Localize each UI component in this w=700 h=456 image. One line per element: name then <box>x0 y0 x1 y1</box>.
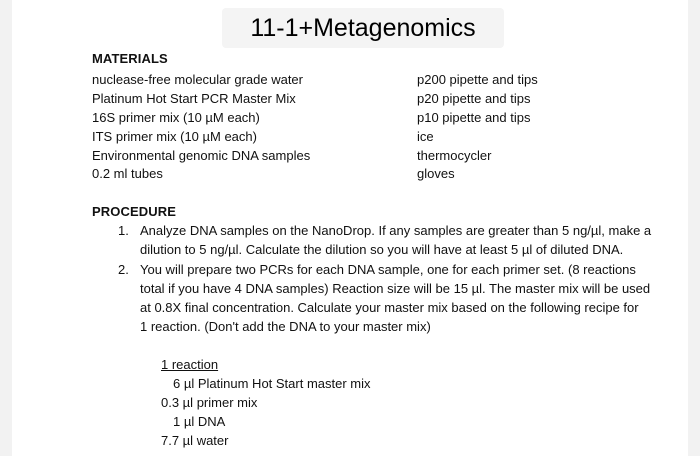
step-text-line: at 0.8X final concentration. Calculate your master mix based on the following recipe for <box>140 299 639 315</box>
step-text-line: You will prepare two PCRs for each DNA sample, one for each primer set. (8 reactions <box>140 262 636 278</box>
step-number: 1. <box>118 223 129 238</box>
step-text-line: 1 reaction. (Don't add the DNA to your master mix) <box>140 318 431 334</box>
material-item: Environmental genomic DNA samples <box>92 147 311 163</box>
material-item: ITS primer mix (10 µM each) <box>92 128 257 144</box>
material-item: 0.2 ml tubes <box>92 166 163 182</box>
material-item: 16S primer mix (10 µM each) <box>92 109 260 125</box>
recipe-amount: 6 µl <box>173 376 195 391</box>
materials-list-left <box>92 71 310 184</box>
recipe-row <box>161 393 257 412</box>
recipe-amount: 0.3 µl <box>161 395 194 410</box>
page-title: 11-1+Metagenomics <box>222 8 504 48</box>
material-item: Platinum Hot Start PCR Master Mix <box>92 90 296 106</box>
recipe-ingredient: water <box>196 433 229 448</box>
recipe-title: 1 reaction <box>161 357 219 372</box>
recipe-amount: 1 µl <box>173 414 195 429</box>
step-text-line: Analyze DNA samples on the NanoDrop. If any samples are greater than 5 ng/µl, make a <box>140 223 652 238</box>
document-page <box>12 0 688 456</box>
recipe-ingredient: primer mix <box>196 395 258 410</box>
material-item: gloves <box>417 166 455 182</box>
material-item: p200 pipette and tips <box>417 72 538 87</box>
recipe-ingredient: Platinum Hot Start master mix <box>197 376 371 391</box>
material-item: thermocycler <box>417 147 492 163</box>
procedure-list <box>92 222 700 338</box>
materials-list-right <box>417 71 538 184</box>
recipe-row <box>173 412 225 431</box>
material-item: p20 pipette and tips <box>417 90 531 106</box>
recipe-row <box>161 431 228 450</box>
material-item: p10 pipette and tips <box>417 109 531 125</box>
recipe-row <box>173 374 371 393</box>
recipe-ingredient: DNA <box>197 414 226 429</box>
step-number: 2. <box>118 262 129 278</box>
materials-heading: MATERIALS <box>92 51 168 66</box>
recipe-amount: 7.7 µl <box>161 433 194 448</box>
material-item: nuclease-free molecular grade water <box>92 72 303 87</box>
procedure-step <box>92 222 700 259</box>
procedure-step <box>92 261 700 336</box>
step-text-line: total if you have 4 DNA samples) Reaction size will be 15 µl. The master mix will be used <box>140 281 651 297</box>
step-text-line: dilution to 5 ng/µl. Calculate the dilution so you will have at least 5 µl of diluted DNA. <box>140 241 624 257</box>
material-item: ice <box>417 128 434 144</box>
procedure-heading: PROCEDURE <box>92 204 176 219</box>
